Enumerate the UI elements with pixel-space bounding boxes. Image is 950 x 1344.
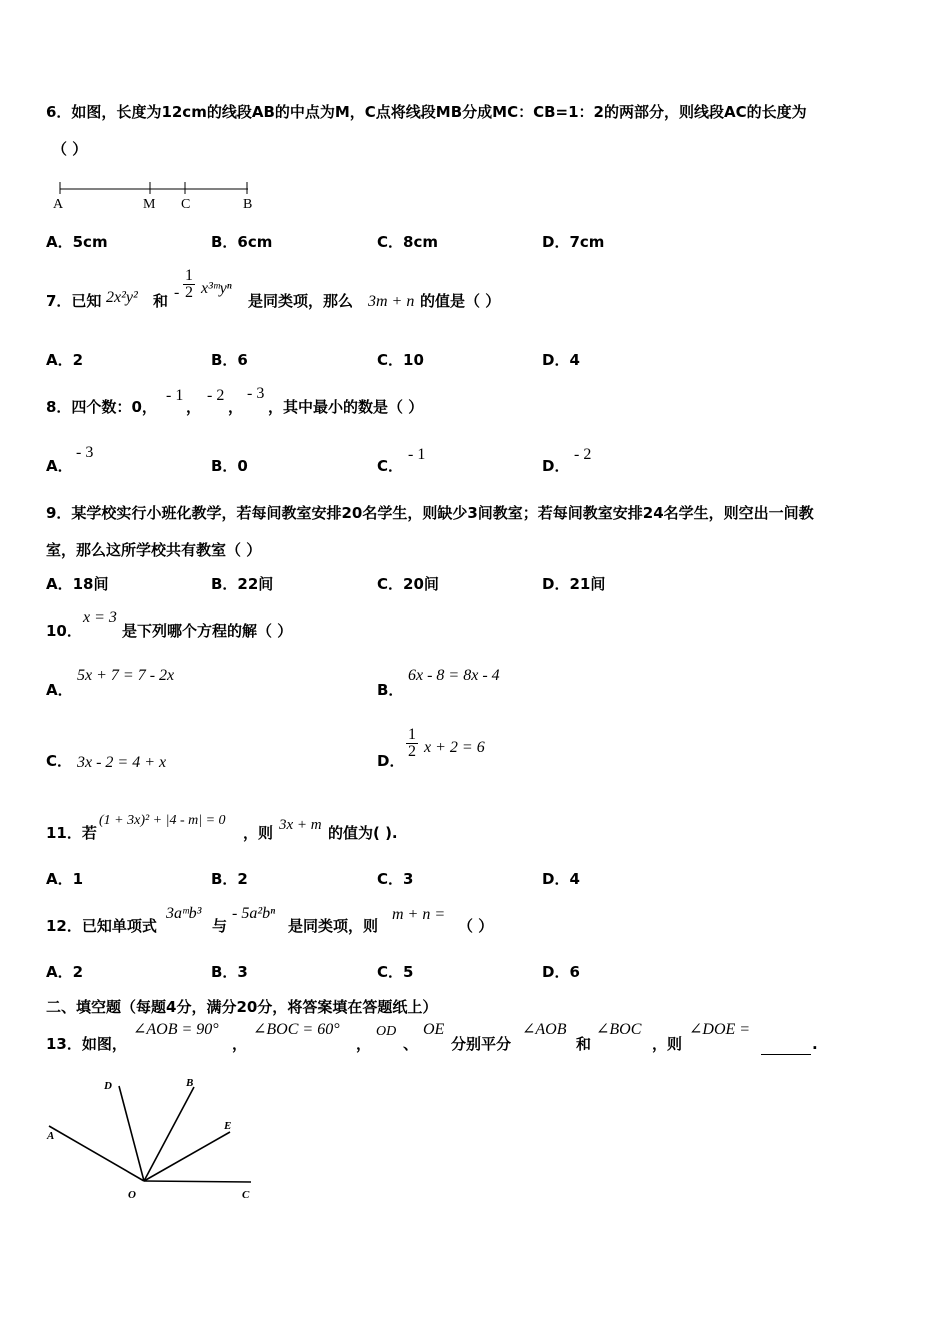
q13-bisect-text: 分别平分 bbox=[451, 1035, 512, 1053]
q12-option-a: A．2 bbox=[46, 963, 84, 981]
q10-num: 10． bbox=[46, 622, 82, 640]
q10-d-frac-num: 1 bbox=[408, 726, 416, 743]
q8-tail: ，其中最小的数是（ ） bbox=[268, 398, 424, 416]
q8-sep2: ， bbox=[228, 398, 244, 416]
q13-angle-aob-90: ∠AOB = 90° bbox=[133, 1021, 219, 1038]
q10-option-d-label: D． bbox=[377, 752, 405, 770]
q8-stem: 8．四个数：0， bbox=[46, 398, 157, 416]
q7-and: 和 bbox=[153, 292, 169, 310]
q8-num1: - 1 bbox=[166, 387, 184, 404]
q12-mid: 是同类项，则 bbox=[288, 917, 379, 935]
q9-option-c: C．20间 bbox=[377, 575, 439, 593]
q11-option-b: B．2 bbox=[211, 870, 248, 888]
q7-option-d: D．4 bbox=[542, 351, 580, 369]
q10-d-frac-den: 2 bbox=[408, 743, 416, 760]
q6-stem-line1: 6．如图，长度为12cm的线段AB的中点为M，C点将线段MB分成MC：CB=1：2的两部分，则线段AC的长度为 bbox=[46, 103, 807, 121]
q12-num: 12．已知单项式 bbox=[46, 917, 157, 935]
q10-option-b-label: B． bbox=[377, 681, 404, 699]
q6-option-a: A．5cm bbox=[46, 233, 108, 251]
q11-mid: ，则 bbox=[243, 824, 274, 842]
q11-num: 11．若 bbox=[46, 824, 97, 842]
q10-tail: 是下列哪个方程的解（ ） bbox=[122, 622, 293, 640]
q12-option-b: B．3 bbox=[211, 963, 248, 981]
q13-sep2: ， bbox=[356, 1035, 372, 1053]
q11-option-a: A．1 bbox=[46, 870, 84, 888]
label-b: B bbox=[243, 197, 253, 212]
q13-period: . bbox=[812, 1035, 818, 1053]
label-c: C bbox=[242, 1189, 250, 1201]
q10-option-c-label: C． bbox=[46, 752, 73, 770]
q8-option-c-value: - 1 bbox=[408, 446, 426, 463]
q11-expr: (1 + 3x)² + |4 - m| = 0 bbox=[99, 813, 226, 828]
q6-segment-figure bbox=[50, 175, 265, 215]
label-b: B bbox=[186, 1077, 194, 1089]
label-e: E bbox=[224, 1120, 232, 1132]
label-a: A bbox=[47, 1130, 55, 1142]
q7-num: 7．已知 bbox=[46, 292, 102, 310]
q13-angle-aob: ∠AOB bbox=[522, 1021, 567, 1038]
q7-mid: 是同类项，那么 bbox=[248, 292, 354, 310]
q13-angle-boc: ∠BOC bbox=[596, 1021, 642, 1038]
section-title: 二、填空题（每题4分，满分20分，将答案填在答题纸上） bbox=[46, 998, 438, 1016]
q8-sep1: ， bbox=[186, 398, 202, 416]
q7-expr1: 2x²y² bbox=[106, 289, 138, 306]
q13-answer-blank[interactable] bbox=[761, 1036, 811, 1055]
q8-option-a-label: A． bbox=[46, 457, 73, 475]
q13-angle-boc-60: ∠BOC = 60° bbox=[253, 1021, 340, 1038]
q11-option-c: C．3 bbox=[377, 870, 414, 888]
label-o: O bbox=[128, 1189, 136, 1201]
q13-then: ，则 bbox=[652, 1035, 683, 1053]
q7-frac-den: 2 bbox=[185, 284, 193, 301]
q7-fraction bbox=[183, 268, 195, 301]
q7-option-a: A．2 bbox=[46, 351, 84, 369]
q7-tail: 的值是（ ） bbox=[420, 292, 501, 310]
q7-option-b: B．6 bbox=[211, 351, 248, 369]
q13-num: 13．如图， bbox=[46, 1035, 127, 1053]
ray-od bbox=[119, 1086, 144, 1181]
label-c: C bbox=[181, 197, 191, 212]
q7-expr3: 3m + n bbox=[368, 293, 415, 310]
q10-option-d-fraction bbox=[406, 727, 418, 760]
q9-line2: 室，那么这所学校共有教室（ ） bbox=[46, 541, 262, 559]
q10-option-c-eq: 3x - 2 = 4 + x bbox=[77, 754, 167, 771]
q11-tail: 的值为( ). bbox=[328, 824, 398, 842]
q13-sep3: 、 bbox=[403, 1035, 419, 1053]
label-m: M bbox=[143, 197, 156, 212]
ray-oc bbox=[144, 1181, 251, 1182]
q12-expr3: m + n = bbox=[392, 906, 446, 923]
q12-expr2: - 5a²bⁿ bbox=[232, 905, 276, 922]
q12-and: 与 bbox=[212, 917, 228, 935]
q11-expr2: 3x + m bbox=[279, 817, 322, 833]
q13-angle-figure bbox=[40, 1070, 270, 1205]
q9-option-b: B．22间 bbox=[211, 575, 274, 593]
q12-option-d: D．6 bbox=[542, 963, 580, 981]
q8-option-a-value: - 3 bbox=[76, 444, 94, 461]
q13-angle-doe: ∠DOE = bbox=[689, 1021, 751, 1038]
q8-option-c-label: C． bbox=[377, 457, 404, 475]
q6-stem-line2: （ ） bbox=[52, 140, 88, 158]
q7-minus: - bbox=[174, 284, 180, 301]
q13-sep1: ， bbox=[232, 1035, 248, 1053]
q10-option-d-eq: x + 2 = 6 bbox=[424, 739, 485, 756]
q9-option-d: D．21间 bbox=[542, 575, 606, 593]
q12-tail: （ ） bbox=[458, 917, 494, 935]
q8-option-d-value: - 2 bbox=[574, 446, 592, 463]
q13-and: 和 bbox=[576, 1035, 592, 1053]
q11-option-d: D．4 bbox=[542, 870, 580, 888]
q12-option-c: C．5 bbox=[377, 963, 414, 981]
q10-option-b-eq: 6x - 8 = 8x - 4 bbox=[408, 667, 500, 684]
q10-expr: x = 3 bbox=[83, 609, 117, 626]
q10-option-a-eq: 5x + 7 = 7 - 2x bbox=[77, 667, 175, 684]
q6-option-d: D．7cm bbox=[542, 233, 605, 251]
q6-option-b: B．6cm bbox=[211, 233, 273, 251]
q7-expr2: x³ᵐyⁿ bbox=[201, 280, 232, 297]
ray-oa bbox=[49, 1126, 144, 1181]
q12-expr1: 3aᵐb³ bbox=[166, 905, 202, 922]
q10-option-a-label: A． bbox=[46, 681, 73, 699]
q8-num2: - 2 bbox=[207, 387, 225, 404]
q7-frac-num: 1 bbox=[185, 267, 193, 284]
label-a: A bbox=[53, 197, 64, 212]
q13-od: OD bbox=[376, 1024, 397, 1039]
label-d: D bbox=[104, 1080, 112, 1092]
q9-line1: 9．某学校实行小班化教学，若每间教室安排20名学生，则缺少3间教室；若每间教室安排24名学生，则空出一间教 bbox=[46, 504, 814, 522]
q8-num3: - 3 bbox=[247, 385, 265, 402]
q8-option-d-label: D． bbox=[542, 457, 570, 475]
q9-option-a: A．18间 bbox=[46, 575, 109, 593]
q6-option-c: C．8cm bbox=[377, 233, 438, 251]
q8-option-b: B．0 bbox=[211, 457, 248, 475]
q13-oe: OE bbox=[423, 1021, 445, 1038]
q7-option-c: C．10 bbox=[377, 351, 424, 369]
